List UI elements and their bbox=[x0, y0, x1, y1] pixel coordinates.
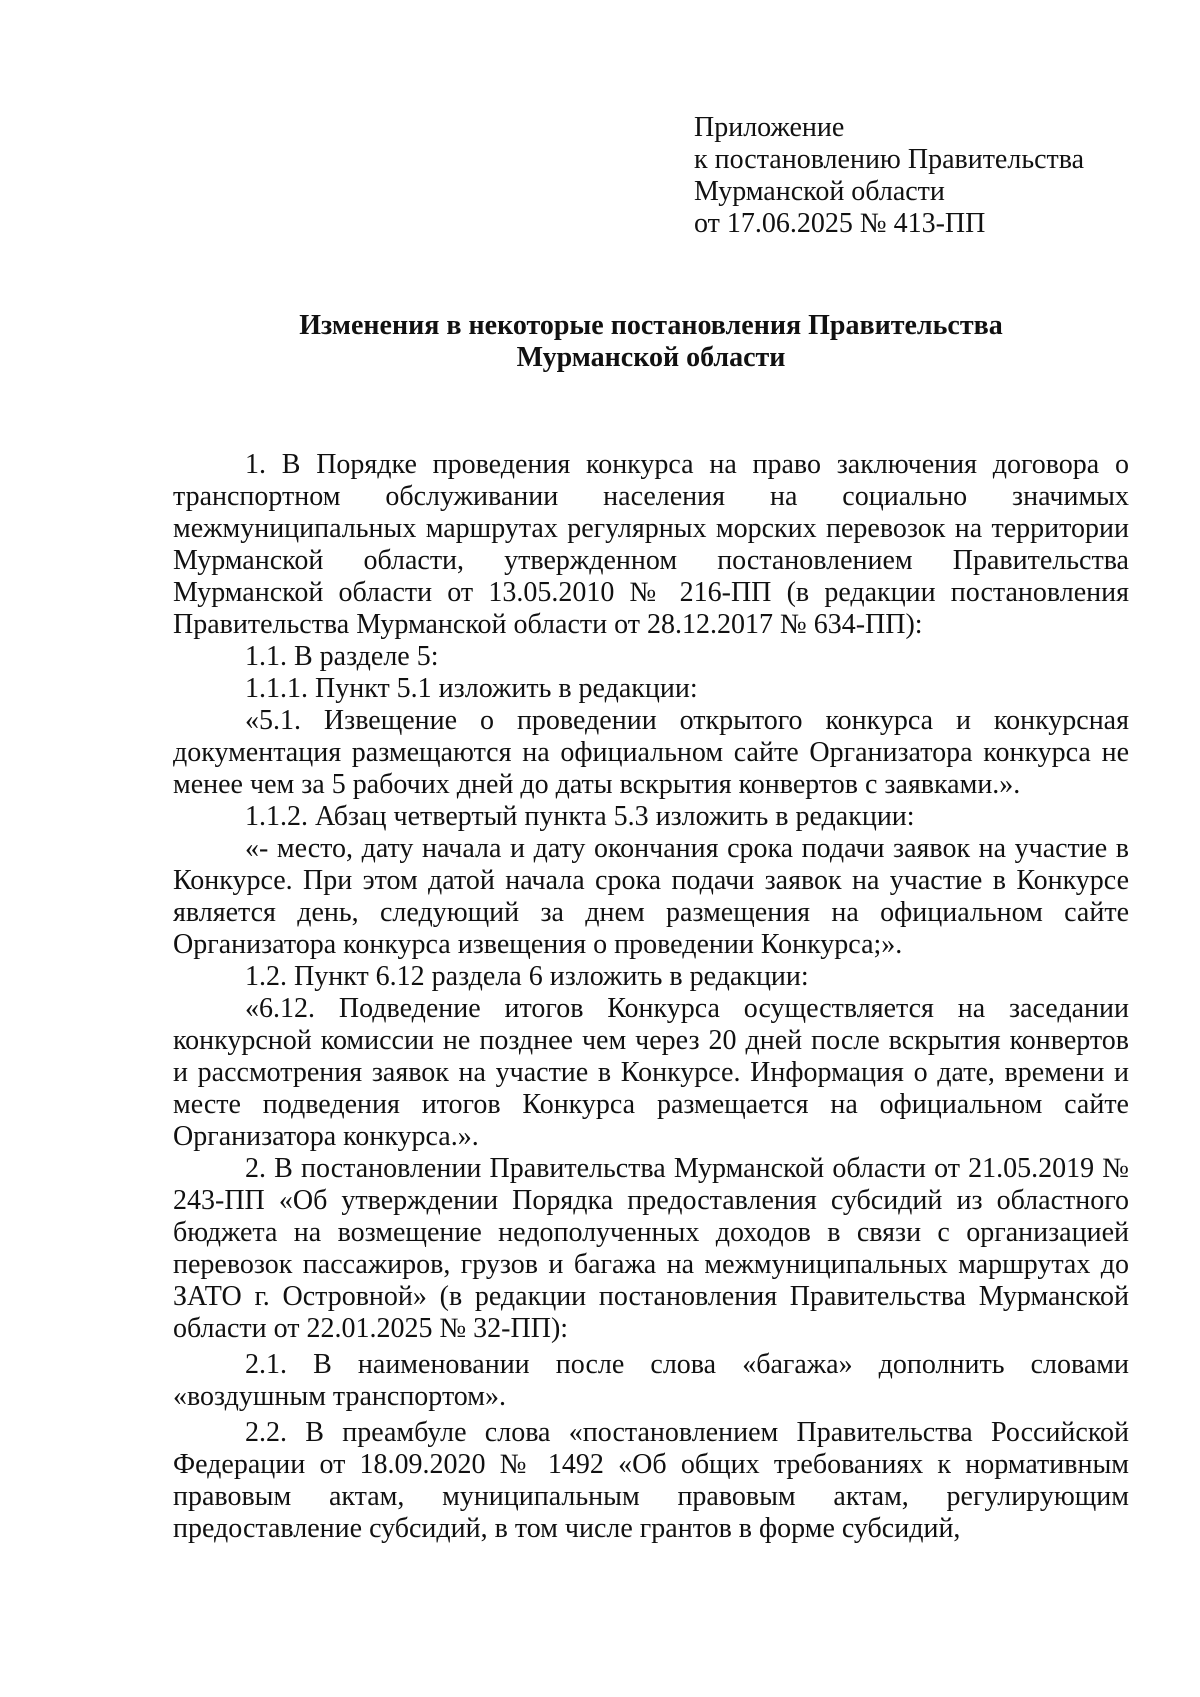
paragraph-2-2: 2.2. В преамбуле слова «постановлением Правительства Российской Федерации от 18.09.2020 № 1492 «Об общих требованиях к нормативным правовым актам, муниципальным правовым актам, регулирующим предоставление субсидий, в том числе грантов в форме субсидий, bbox=[173, 1417, 1129, 1544]
paragraph-1-1: 1.1. В разделе 5: bbox=[245, 641, 439, 672]
appendix-date-number: от 17.06.2025 № 413-ПП bbox=[694, 208, 986, 239]
paragraph-1-2: 1.2. Пункт 6.12 раздела 6 изложить в редакции: bbox=[245, 961, 809, 992]
title-line-1: Изменения в некоторые постановления Правительства bbox=[299, 310, 1003, 341]
appendix-reference: к постановлению Правительства bbox=[694, 144, 1085, 175]
document-body bbox=[173, 449, 1129, 1545]
appendix-region: Мурманской области bbox=[694, 176, 945, 207]
paragraph-quote-5-1: «5.1. Извещение о проведении открытого конкурса и конкурсная документация размещаются на официальном сайте Организатора конкурса не менее чем за 5 рабочих дней до даты вскрытия конвертов с заявками.». bbox=[173, 705, 1129, 800]
title-line-2: Мурманской области bbox=[516, 342, 786, 373]
paragraph-1-1-2: 1.1.2. Абзац четвертый пункта 5.3 изложить в редакции: bbox=[245, 801, 915, 832]
paragraph-2: 2. В постановлении Правительства Мурманской области от 21.05.2019 № 243-ПП «Об утверждении Порядка предоставления субсидий из областного бюджета на возмещение недополученных доходов в связи с организацией перевозок пассажиров, грузов и багажа на межмуниципальных маршрутах до ЗАТО г. Островной» (в редакции постановления Правительства Мурманской области от 22.01.2025 № 32-ПП): bbox=[173, 1153, 1129, 1344]
paragraph-quote-5-3: «- место, дату начала и дату окончания срока подачи заявок на участие в Конкурсе. При этом датой начала срока подачи заявок на участие в Конкурсе является день, следующий за днем размещения на официальном сайте Организатора конкурса извещения о проведении Конкурса;». bbox=[173, 833, 1129, 960]
paragraph-2-1: 2.1. В наименовании после слова «багажа» дополнить словами «воздушным транспортом». bbox=[173, 1349, 1129, 1412]
appendix-block bbox=[694, 112, 1084, 240]
paragraph-1-1-1: 1.1.1. Пункт 5.1 изложить в редакции: bbox=[245, 673, 698, 704]
appendix-label: Приложение bbox=[694, 112, 845, 143]
paragraph-1: 1. В Порядке проведения конкурса на право заключения договора о транспортном обслуживании населения на социально значимых межмуниципальных маршрутах регулярных морских перевозок на территории Мурманской области, утвержденном постановлением Правительства Мурманской области от 13.05.2010 № 216-ПП (в редакции постановления Правительства Мурманской области от 28.12.2017 № 634-ПП): bbox=[173, 449, 1129, 640]
document-title bbox=[173, 310, 1129, 374]
paragraph-quote-6-12: «6.12. Подведение итогов Конкурса осуществляется на заседании конкурсной комиссии не позднее чем через 20 дней после вскрытия конвертов и рассмотрения заявок на участие в Конкурсе. Информация о дате, времени и месте подведения итогов Конкурса размещается на официальном сайте Организатора конкурса.». bbox=[173, 993, 1129, 1152]
